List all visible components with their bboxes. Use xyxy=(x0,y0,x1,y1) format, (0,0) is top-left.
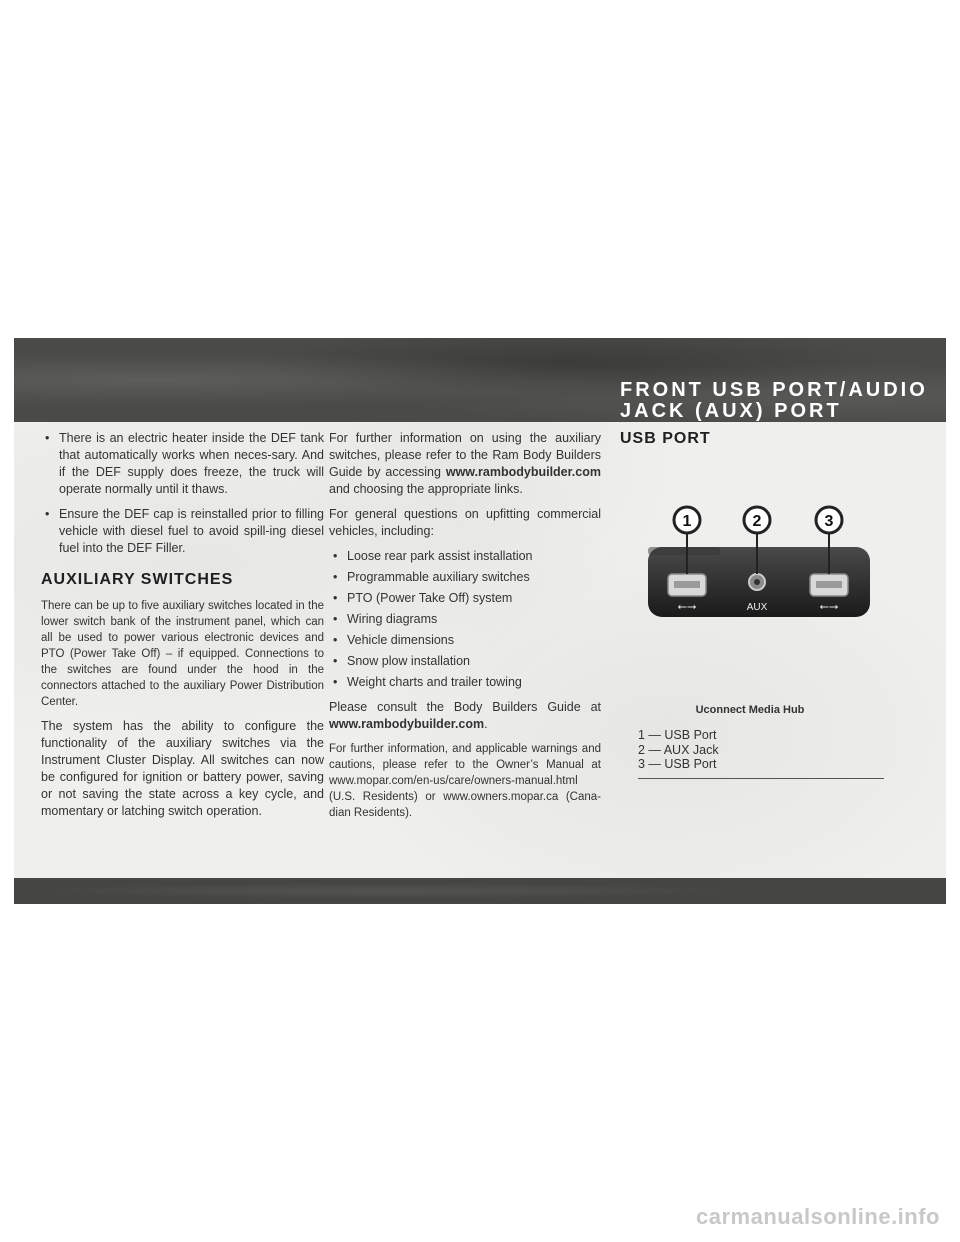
usb-icon: ⭠⭢ xyxy=(819,599,839,613)
list-item: • Ensure the DEF cap is reinstalled prior to filling vehicle with diesel fuel to avoid spill-ing diesel fuel into the DEF Filler. xyxy=(41,506,324,557)
auxiliary-switches-heading: AUXILIARY SWITCHES xyxy=(41,571,234,588)
def-bullet-list xyxy=(41,430,324,557)
list-item: • PTO (Power Take Off) system xyxy=(329,590,601,607)
figure-legend xyxy=(638,728,884,772)
column-middle xyxy=(329,430,601,829)
body-builders-para xyxy=(329,430,601,498)
manual-page xyxy=(14,338,946,904)
rambodybuilder-link-2[interactable]: www.rambodybuilder.com xyxy=(329,717,485,731)
footer-band xyxy=(14,878,946,904)
owners-manual-para: For further information, and applicable warnings and cautions, please refer to the Owner’s Manual at www.mopar.com/en-us/care/owners-manual.html (U.S. Residents) or www.owners.mopar.ca (Cana-dian Residents). xyxy=(329,743,601,819)
legend-item: 1 — USB Port xyxy=(638,728,717,742)
body-builders-tail: and choosing the appropriate links. xyxy=(329,482,523,496)
list-item: • Wiring diagrams xyxy=(329,611,601,628)
watermark: carmanualsonline.info xyxy=(696,1204,940,1229)
callout-label: 2 xyxy=(752,513,762,530)
list-item: • Loose rear park assist installation xyxy=(329,548,601,565)
auxiliary-para-1: There can be up to five auxiliary switches located in the lower switch bank of the instrument panel, which can all be used to power various electronic devices and PTO (Power Take Off) – if equipped. Connections to the switches are found under the hood in the connectors attached to the auxiliary Power Distribution Center. xyxy=(41,600,324,708)
consult-tail: . xyxy=(484,717,488,731)
aux-label: AUX xyxy=(746,602,768,613)
usb-port-heading: USB PORT xyxy=(620,430,711,447)
upfitting-para: For general questions on upfitting commercial vehicles, including: xyxy=(329,507,601,538)
body-builders-text: For further information on using the auxiliary switches, please refer to the Ram Body Builders Guide by accessing xyxy=(329,431,601,479)
upfitting-list xyxy=(329,548,601,691)
figure-caption: Uconnect Media Hub xyxy=(695,704,805,716)
callout-label: 1 xyxy=(682,513,692,530)
section-title-line1: FRONT USB PORT/AUDIO xyxy=(620,379,928,401)
consult-para xyxy=(329,699,601,733)
list-item: • Snow plow installation xyxy=(329,653,601,670)
usb-icon: ⭠⭢ xyxy=(677,599,697,613)
list-item: • Weight charts and trailer towing xyxy=(329,674,601,691)
header-band xyxy=(14,338,946,422)
list-item: • Vehicle dimensions xyxy=(329,632,601,649)
section-title xyxy=(620,380,940,422)
callout-label: 3 xyxy=(824,513,834,530)
legend-item: 3 — USB Port xyxy=(638,757,717,771)
column-right xyxy=(620,430,880,771)
column-left xyxy=(41,430,324,828)
media-hub-figure xyxy=(620,502,880,652)
rambodybuilder-link[interactable]: www.rambodybuilder.com xyxy=(445,465,601,479)
consult-text: Please consult the Body Builders Guide at xyxy=(329,700,601,714)
list-item: • Programmable auxiliary switches xyxy=(329,569,601,586)
legend-divider xyxy=(638,778,884,779)
legend-item: 2 — AUX Jack xyxy=(638,742,719,757)
auxiliary-para-2: The system has the ability to configure the functionality of the auxiliary switches via the Instrument Cluster Display. All switches can now be configured for ignition or battery power, saving or not saving the state across a key cycle, and momentary or latching switch operation. xyxy=(41,719,324,818)
section-title-line2: JACK (AUX) PORT xyxy=(620,400,842,422)
list-item: • There is an electric heater inside the DEF tank that automatically works when neces-sary. And if the DEF supply does freeze, the truck will operate normally until it thaws. xyxy=(41,430,324,498)
media-hub-illustration xyxy=(620,502,880,652)
